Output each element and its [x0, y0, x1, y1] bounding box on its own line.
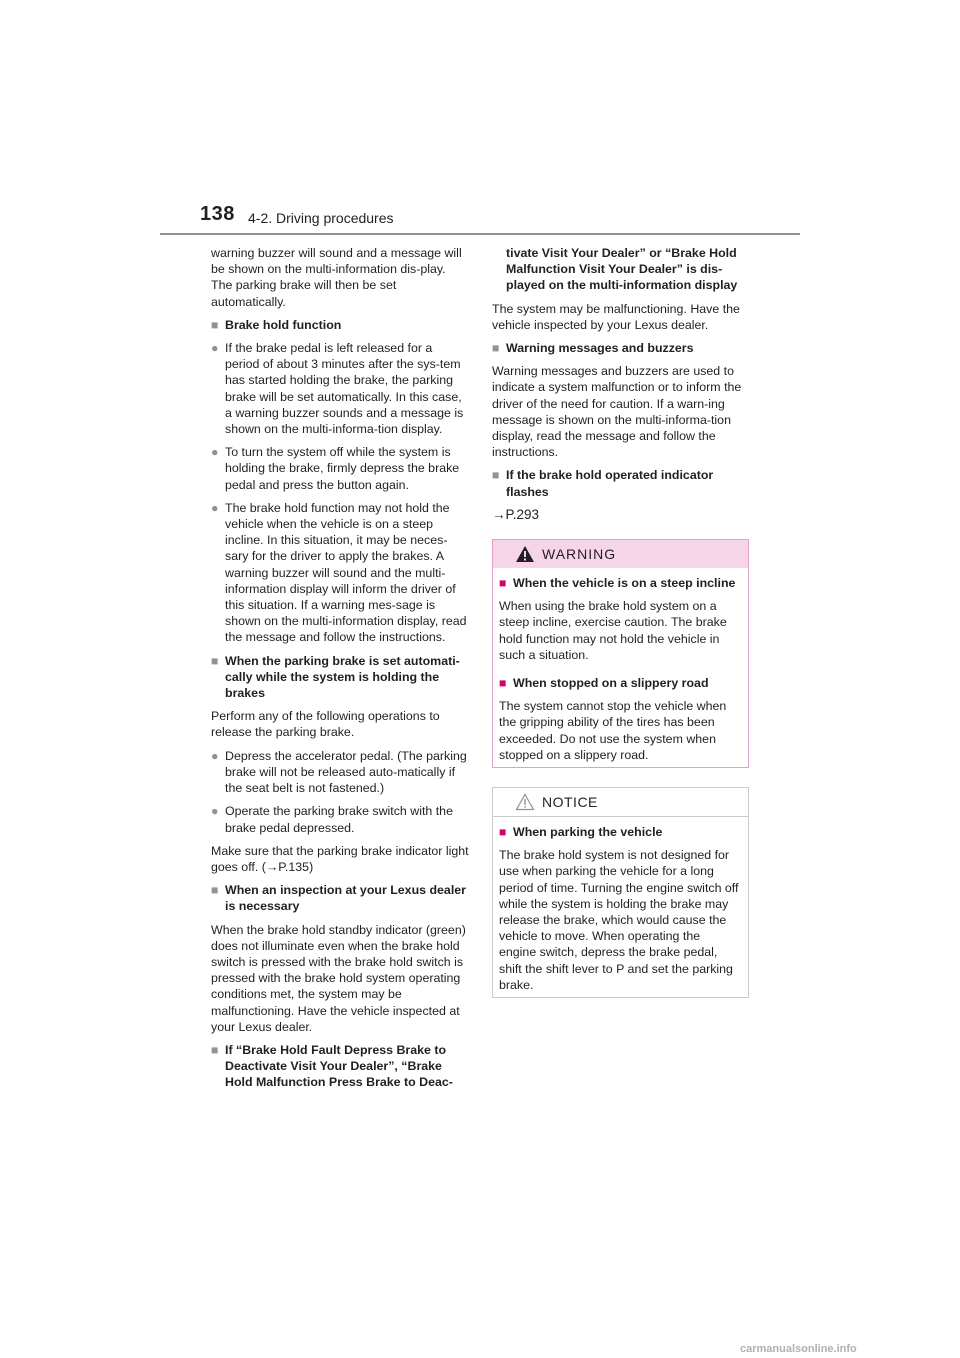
page-reference-link[interactable]: P.135 [278, 859, 310, 874]
warning-header [493, 540, 748, 568]
right-column [492, 245, 754, 530]
paragraph: The brake hold system is not designed for use when parking the vehicle for a long period of time. Turning the engine switch off while the system is holding the brake may release the brake, which would cause the vehicle to move. When operating the engine switch, depress the brake pedal, shift the shift lever to P and set the parking brake. [499, 848, 739, 992]
paragraph: Make sure that the parking brake indicator light goes off. (→P.135) [211, 843, 469, 874]
bullet-icon: ● [211, 341, 219, 356]
bullet-item: ● If the brake pedal is left released for a period of about 3 minutes after the sys-tem has started holding the brake, the parking brake will be set automatically. In this case, a warning buzzer sounds and a message is shown on the multi-informa-tion display. [211, 341, 464, 437]
bullet-icon: ● [211, 748, 219, 763]
paragraph: When the brake hold standby indicator (green) does not illuminate even when the brake hold switch is pressed with the brake hold switch is pressed with the brake hold system operating conditions met, the system may be malfunctioning. Have the vehicle inspected at your Lexus dealer. [211, 922, 466, 1034]
subheading-fault-message-continued: tivate Visit Your Dealer” or “Brake Hold Malfunction Visit Your Dealer” is dis-played on the multi-information display [506, 246, 738, 293]
page-reference-link[interactable]: P.293 [505, 506, 540, 522]
bullet-icon: ● [211, 804, 219, 819]
square-icon: ■ [211, 1042, 219, 1057]
subheading-inspection: ■ When an inspection at your Lexus dealer is necessary [211, 883, 466, 914]
page-number: 138 [200, 203, 235, 225]
square-icon: ■ [499, 825, 507, 839]
warning-triangle-icon [515, 545, 535, 563]
square-icon: ■ [211, 653, 219, 668]
bullet-item: ● Operate the parking brake switch with the brake pedal depressed. [211, 804, 453, 835]
subheading-parking-vehicle: ■ When parking the vehicle [499, 825, 663, 839]
warning-title: WARNING [542, 546, 617, 562]
square-icon: ■ [499, 576, 507, 590]
bullet-icon: ● [211, 500, 219, 515]
section-title: 4-2. Driving procedures [248, 210, 394, 226]
paragraph: The system may be malfunctioning. Have the vehicle inspected by your Lexus dealer. [492, 301, 740, 332]
bullet-item: ● To turn the system off while the system is holding the brake, firmly depress the brake pedal and press the button again. [211, 445, 460, 492]
square-icon: ■ [211, 883, 219, 898]
paragraph: When using the brake hold system on a steep incline, exercise caution. The brake hold function may not hold the vehicle in such a situation. [499, 599, 727, 662]
square-icon: ■ [211, 317, 219, 332]
subheading-warning-messages: ■ Warning messages and buzzers [492, 341, 694, 356]
left-column [211, 245, 469, 1098]
notice-box [492, 787, 749, 998]
subheading-steep-incline: ■ When the vehicle is on a steep incline [499, 576, 736, 590]
square-icon: ■ [492, 468, 500, 483]
paragraph: Perform any of the following operations to release the parking brake. [211, 709, 440, 740]
header-rule [160, 233, 800, 235]
square-icon: ■ [499, 676, 507, 691]
subheading-slippery-road: ■ When stopped on a slippery road [499, 676, 709, 691]
warning-box [492, 539, 749, 768]
paragraph: The system cannot stop the vehicle when the gripping ability of the tires has been exceeded. Do not use the system when stopped on a slippery road. [499, 699, 727, 762]
page-reference [492, 507, 754, 523]
caution-triangle-icon [515, 793, 535, 811]
notice-header [493, 788, 748, 817]
subheading-parking-brake-auto: ■ When the parking brake is set automati-cally while the system is holding the brakes [211, 653, 460, 701]
arrow-icon: → [492, 506, 506, 522]
subheading-indicator-flashes: ■ If the brake hold operated indicator flashes [492, 468, 714, 499]
subheading-brake-hold: ■ Brake hold function [211, 317, 342, 332]
paragraph: warning buzzer will sound and a message will be shown on the multi-information dis-play. The parking brake will then be set automatically. [211, 246, 462, 309]
warning-body [493, 568, 748, 763]
footer-watermark: carmanualsonline.info [740, 1343, 857, 1355]
page-header [160, 203, 800, 237]
square-icon: ■ [492, 341, 500, 356]
subheading-fault-message: ■ If “Brake Hold Fault Depress Brake to Deactivate Visit Your Dealer”, “Brake Hold Malfunction Press Brake to Deac- [211, 1042, 453, 1090]
bullet-icon: ● [211, 445, 219, 460]
paragraph: Warning messages and buzzers are used to indicate a system malfunction or to inform the driver of the need for caution. If a warn-ing message is shown on the multi-informa-tion display, read the message and follow the instructions. [492, 364, 742, 460]
notice-body [493, 817, 748, 993]
notice-title: NOTICE [542, 794, 598, 810]
arrow-icon: → [265, 859, 279, 874]
bullet-item: ● Depress the accelerator pedal. (The parking brake will not be released auto-matically if the seat belt is not fastened.) [211, 748, 467, 796]
bullet-item: ● The brake hold function may not hold the vehicle when the vehicle is on a steep incline. In this situation, it may be neces-sary for the driver to apply the brakes. A warning buzzer will sound and the multi-information display will inform the driver of this situation. If a warning mes-sage is shown on the multi-information display, read the message and follow the instructions. [211, 500, 467, 645]
